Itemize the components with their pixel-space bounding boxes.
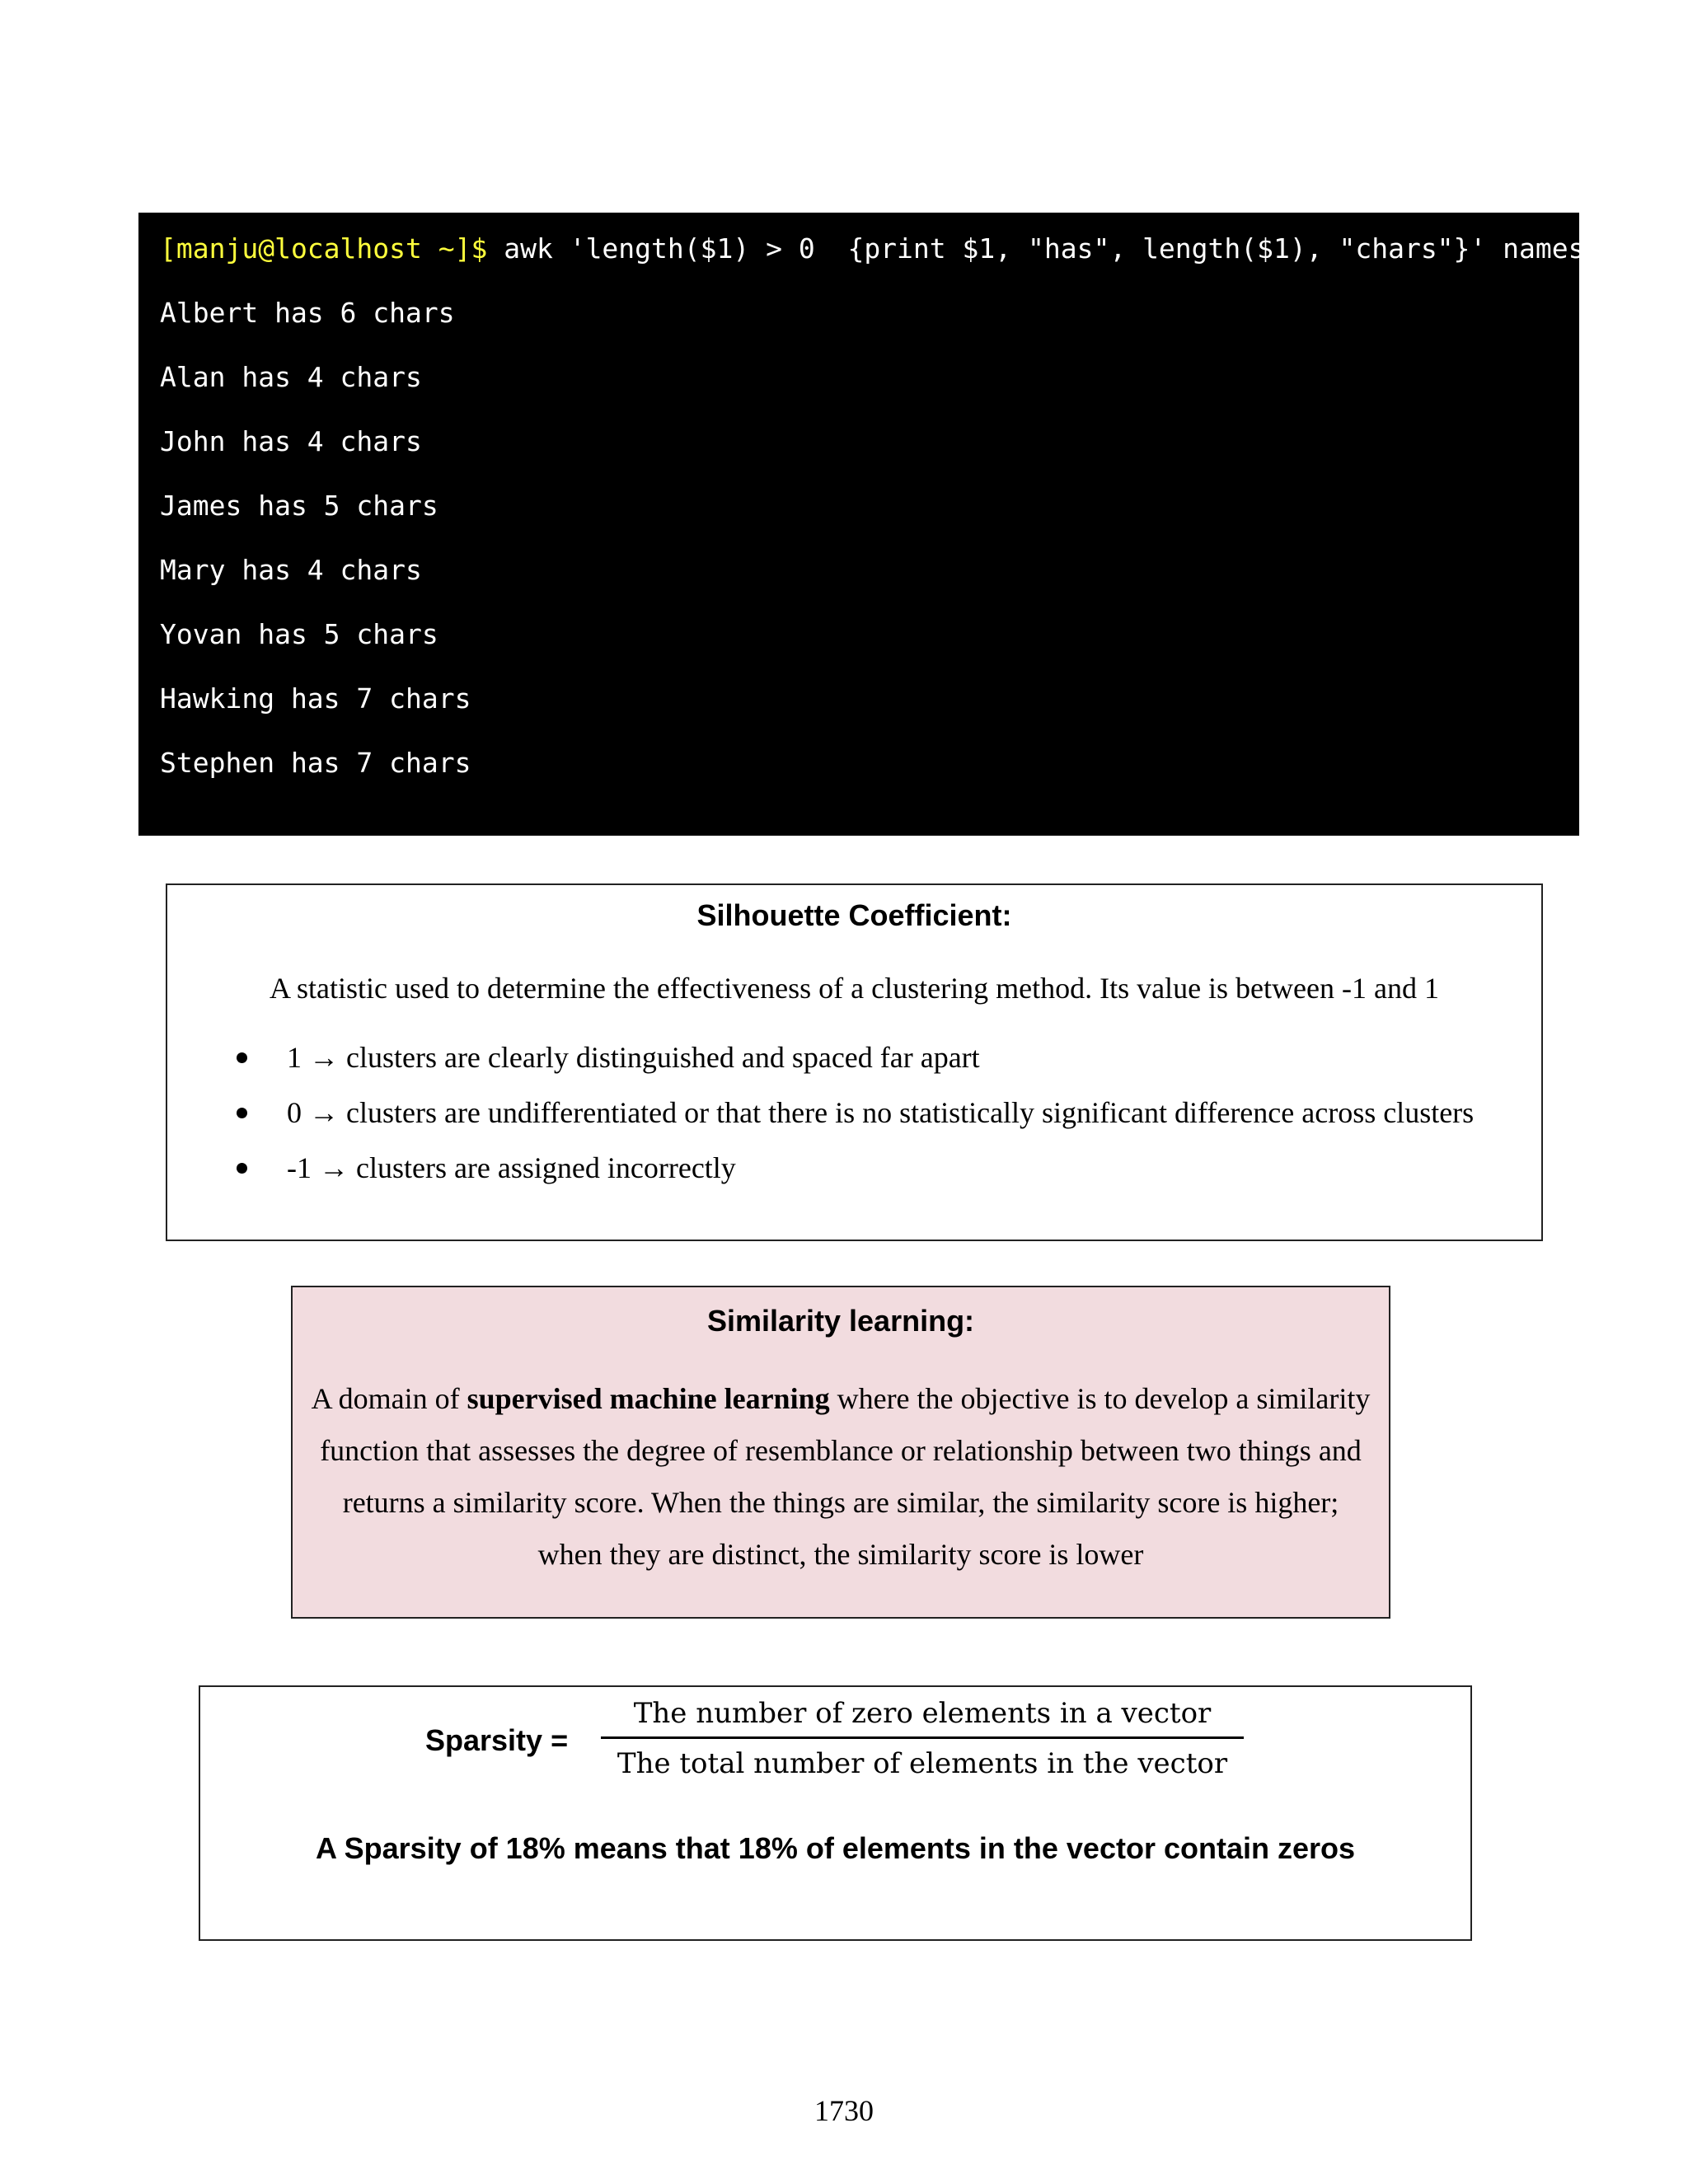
page-number: 1730 bbox=[814, 2094, 874, 2127]
similarity-learning-box bbox=[291, 1286, 1390, 1619]
command-line bbox=[160, 224, 1650, 288]
fraction-numerator: The number of zero elements in a vector bbox=[633, 1697, 1212, 1730]
output-line: Yovan has 5 chars bbox=[160, 618, 438, 650]
silhouette-description: A statistic used to determine the effectiveness of a clustering method. Its value is between -1 and 1 bbox=[270, 972, 1439, 1005]
fraction-denominator: The total number of elements in the vector bbox=[617, 1747, 1228, 1780]
bullet-item bbox=[167, 1149, 1541, 1204]
output-line: John has 4 chars bbox=[160, 425, 422, 457]
fraction-bar bbox=[601, 1736, 1244, 1739]
similarity-title: Similarity learning: bbox=[706, 1304, 975, 1338]
similarity-bold-term: supervised machine learning bbox=[467, 1382, 830, 1415]
bullet-text: -1 → clusters are assigned incorrectly bbox=[287, 1151, 736, 1184]
output-line: Stephen has 7 chars bbox=[160, 747, 471, 779]
sparsity-label: Sparsity = bbox=[425, 1723, 569, 1757]
output-line: Albert has 6 chars bbox=[160, 297, 455, 329]
shell-prompt: [manju@localhost ~]$ bbox=[160, 232, 488, 265]
similarity-definition bbox=[307, 1373, 1374, 1581]
bullet-text: 0 → clusters are undifferentiated or that there is no statistically significant difference across clusters bbox=[287, 1096, 1475, 1129]
output-line: Hawking has 7 chars bbox=[160, 682, 471, 715]
output-line: James has 5 chars bbox=[160, 490, 438, 522]
sparsity-note: A Sparsity of 18% means that 18% of elements in the vector contain zeros bbox=[315, 1831, 1356, 1865]
silhouette-bullet-list bbox=[167, 1038, 1541, 1204]
silhouette-title: Silhouette Coefficient: bbox=[696, 898, 1012, 932]
silhouette-coefficient-box bbox=[166, 883, 1543, 1241]
sparsity-fraction bbox=[601, 1692, 1244, 1785]
terminal-block bbox=[138, 213, 1650, 836]
output-line: Alan has 4 chars bbox=[160, 361, 422, 393]
bullet-item bbox=[167, 1038, 1541, 1094]
similarity-text-start: A domain of bbox=[311, 1382, 467, 1415]
bullet-dot-icon bbox=[237, 1052, 247, 1063]
sparsity-box bbox=[199, 1685, 1472, 1941]
bullet-item bbox=[167, 1094, 1541, 1149]
bullet-dot-icon bbox=[237, 1163, 247, 1174]
similarity-text-end: where the objective is to develop a similarity function that assesses the degree of resemblance or relationship between two things and returns a similarity score. When the things are similar, the similarity score is higher; when they are distinct, the similarity score is lower bbox=[320, 1382, 1371, 1571]
shell-command: awk 'length($1) > 0 {print $1, "has", length($1), "chars"}' names.txt bbox=[487, 232, 1650, 265]
bullet-dot-icon bbox=[237, 1108, 247, 1118]
output-line: Mary has 4 chars bbox=[160, 554, 422, 586]
bullet-text: 1 → clusters are clearly distinguished and spaced far apart bbox=[287, 1041, 980, 1074]
